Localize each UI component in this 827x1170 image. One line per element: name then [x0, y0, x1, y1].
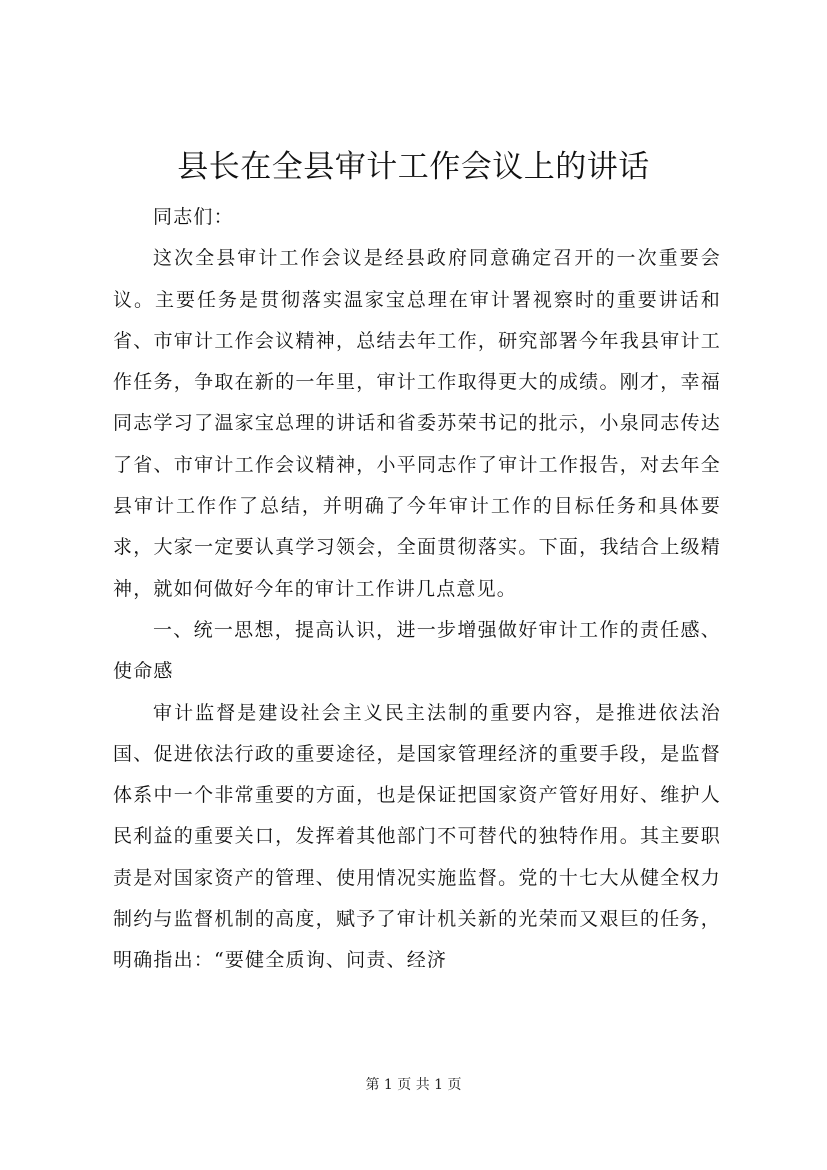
document-title: 县长在全县审计工作会议上的讲话	[177, 149, 650, 185]
document-body	[113, 197, 721, 982]
page-footer: 第 1 页 共 1 页	[365, 1077, 462, 1093]
salutation: 同志们：	[153, 206, 234, 228]
section-1-paragraph: 审计监督是建设社会主义民主法制的重要内容，是推进依法治国、促进依法行政的重要途径，是国家管理经济的重要手段，是监督体系中一个非常重要的方面，也是保证把国家资产管好用好、维护人民利益的重要关口，发挥着其他部门不可替代的独特作用。其主要职责是对国家资产的管理、使用情况实施监督。党的十七大从健全权力制约与监督机制的高度，赋予了审计机关新的光荣而又艰巨的任务，明确指出：“要健全质询、问责、经济	[113, 701, 721, 972]
section-heading-1: 一、统一思想，提高认识，进一步增强做好审计工作的责任感、使命感	[113, 618, 721, 683]
intro-paragraph: 这次全县审计工作会议是经县政府同意确定召开的一次重要会议。主要任务是贯彻落实温家宝总理在审计署视察时的重要讲话和省、市审计工作会议精神，总结去年工作，研究部署今年我县审计工作任务，争取在新的一年里，审计工作取得更大的成绩。刚才，幸福同志学习了温家宝总理的讲话和省委苏荣书记的批示，小泉同志传达了省、市审计工作会议精神，小平同志作了审计工作报告，对去年全县审计工作作了总结，并明确了今年审计工作的目标任务和具体要求，大家一定要认真学习领会，全面贯彻落实。下面，我结合上级精神，就如何做好今年的审计工作讲几点意见。	[113, 247, 721, 600]
